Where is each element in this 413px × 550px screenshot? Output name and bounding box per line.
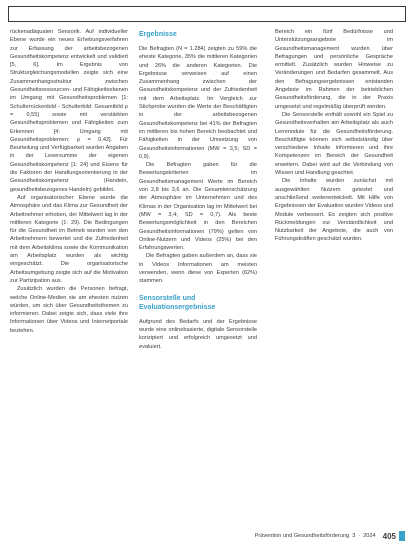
paragraph: Auf organisatorischer Ebene wurde die Atmosphäre und das Klima zur Gesundheit der Arbeitnehmer erhoben, der Mittelwert lag in der mittleren Kategorie (1: 29). Die Bedingungen für die Gesundheit im Betrieb wurden von den Arbeitnehmern bewertet und die Zufriedenheit mit dem Arbeitsklima sowie die Kommunikation am Arbeitsplatz wurden als wichtig eingeschätzt. Die organisatorische Arbeitsumgebung zeigte sich auf die Motivation zur Partizipation aus. — [10, 194, 128, 284]
paragraph: Die Sensorstelle enthält sowohl ein Spiel zu Gesundheitsverhalten am Arbeitsplatz als auch Lernmodule für die Gesundheitsförderung. Beschäftigte können sich selbstständig über verschiedene Inhalte informieren und ihre Kompetenzen im Bereich der Gesundheit erweitern. Dabei wird auf die Verbindung von Wissen und Handlung geachtet. — [275, 111, 393, 177]
text-column-3 — [275, 28, 393, 543]
publication-year: 2024 — [363, 533, 376, 539]
paragraph: Die Befragten gaben für die Bewertungskriterien im Gesundheitsmanagement Werte im Bereich von 2,8 bis 3,6 an. Die Gesamteinschätzung der Atmosphäre im Unternehmen und des Klimas in der Organisation lag im Mittelwert bei (MW = 3,4; SD = 0,7). Als beste Bewertungsmöglichkeit in den Bereichen Gesundheitsinformationen (79%) gelten von Online-Nutzern und Videos (25%) bei den Erfahrungswerten. — [139, 162, 257, 252]
journal-name: Prävention und Gesundheitsförderung — [254, 533, 350, 539]
paragraph: Bereich ein fünf Bedürfnisse und Unterstützungsangebote im Gesundheitsmanagement wurden über Befragungen und persönliche Gespräche ermittelt. Zusätzlich wurden Hinweise zu Veränderungen und Bedarfen gesammelt. Aus den Befragungsergebnissen entstanden Angebote im Rahmen der betrieblichen Gesundheitsförderung, die in der Praxis umgesetzt und regelmäßig überprüft werden. — [275, 29, 393, 110]
paragraph: Aufgrund des Bedarfs und der Ergebnisse wurde eine onlinebasierte, digitale Sensorstelle konzipiert und erfolgreich umgesetzt und evaluiert. — [139, 318, 257, 350]
paragraph: Zusätzlich wurden die Personen befragt, welche Online-Medien sie am ehesten nutzen würden, um sich über Gesundheitsthemen zu informieren. Dabei zeigte sich, dass viele ihre Informationen über Videos und Internetportale beziehen. — [10, 286, 128, 334]
page-footer — [255, 530, 405, 542]
paragraph: rückenadäquaten Sensorik. Auf individueller Ebene wurde ein neues Erhebungsverfahren zur Erfassung der arbeitsbezogenen Gesundheitskompetenz entwickelt und validiert [5, 6]. Im Ergebnis von Strukturgleichungsmodellen zeigte sich eine Zusammenhangsstruktur zwischen Gesundheitsressourcen- und Fähigkeitsebenen im Umgang mit Gesundheitsproblemen [1: Schulterrückenbild - Schulterbild: Gesamtbild ρ = 0,55] sowie mit verstärkten Gesundheitsproblemen und Fähigkeiten zum Erkennen [4: Umgang mit Gesundheitsproblemen: ρ = 0,42]. Für Beurteilung und Verfügbarkeit wurden Angaben in der Lesersumme der eigenen Gesundheitskompetenz [1: 24] und Eisens für die Faktoren der Handlungsorientierung in der Gesundheitskompetenz (Handeln, gesundheitsbezogenes Handeln) gebildet. — [10, 29, 128, 193]
issue-number: 3 — [352, 533, 356, 539]
separator: · — [358, 533, 361, 539]
paragraph: Die Befragten (N = 1.284) zeigten zu 59% die eheste Kategorie, 35% die mittleren Kategorien und 26% die anderen Kategorien. Die Ergebnisse verweisen auf einen Zusammenhang zwischen der Gesundheitskompetenz und der Zufriedenheit mit dem Arbeitsplatz. Im Vergleich zur Stichprobe wurden die Werte der Beschäftigten in der arbeitsbezogenen Gesundheitskompetenz bei 41% der Befragten im mittleren bis hohen Bereich beobachtet und Fähigkeiten in der Umsetzung von Gesundheitsinformationen (MW = 3,5; SD = 0,9). — [139, 46, 257, 160]
section-heading-process: Sensorstelle und Evaluationsergebnisse — [139, 294, 216, 311]
text-column-1 — [10, 28, 128, 498]
paragraph: Die Inhalte wurden zunächst mit ausgewählten Nutzern getestet und anschließend weiterentwickelt. Mit Hilfe von Ergebnissen der Evaluation wurden Videos und Module verbessert. Es zeigten sich positive Rückmeldungen zur Verständlichkeit und Nutzbarkeit der Angebote, die auch von Führungskräften geschätzt wurden. — [275, 178, 393, 243]
section-heading-results: Ergebnisse — [139, 31, 177, 38]
accent-marker — [399, 531, 405, 541]
header-frame — [8, 6, 406, 22]
paragraph: Die Befragten gaben außerdem an, dass sie in Videos Informationen am meisten verwenden, wenn diese von Experten (62%) stammen. — [139, 253, 257, 285]
text-column-2 — [139, 28, 257, 500]
page-number: 405 — [382, 531, 396, 541]
